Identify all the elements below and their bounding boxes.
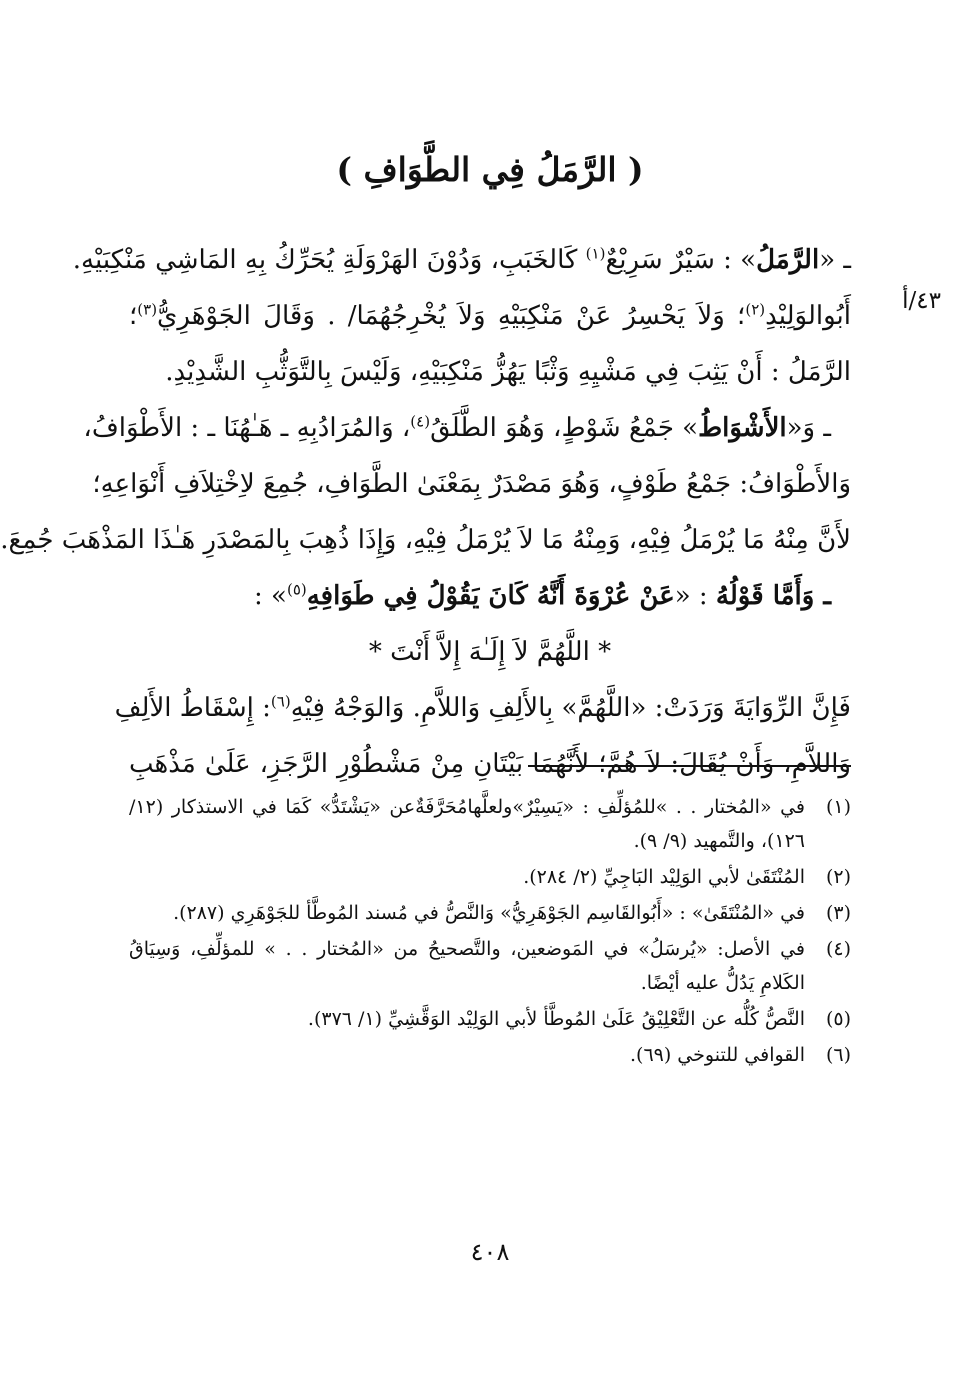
footnotes bbox=[129, 790, 851, 1074]
footnote-ref-1: (١) bbox=[585, 244, 606, 263]
term-ramal: الرَّمَلُ bbox=[756, 245, 820, 275]
text-line-4: ـ وَ«الأَشْوَاطُ» جَمْعُ شَوْطٍ، وَهُوَ الطَّلَقُ$^{(٤)}$، وَالمُرَادُبِهِ ـ هَـٰهُنَا ـ : الأَطْوَافُ، bbox=[83, 412, 831, 443]
verse-line: * اللَّهُمَّ لاَ إِلَـٰهَ إِلاَّ أَنْتَ * bbox=[368, 637, 612, 667]
footnote-ref-2: (٢) bbox=[745, 300, 766, 319]
footnote-ref-3: (٣) bbox=[137, 300, 158, 319]
footnote-5: (٥) النَّصُّ كُلُّه عن التَّعْلِيْقُ عَلَىٰ المُوطَّأ لأبي الوَلِيْد الوَقَّشِيِّ (١/ ٣٧٦). bbox=[307, 1008, 851, 1030]
footnote-ref-5: (٥) bbox=[286, 580, 307, 599]
footnote-3: (٣) في «المُنْتَقَىٰ» : «أَبُوالقَاسِم الجَوْهَرِيُّ» وَالنَّصُّ في مُسند المُوطَّأ للجَوْهَرِي (٢٨٧). bbox=[173, 902, 851, 924]
manuscript-folio-note: ٤٣/أ bbox=[902, 288, 941, 314]
footnote-2: (٢) المُنْتَقَىٰ لأبي الوَلِيْد البَاجِيِّ (٢/ ٢٨٤). bbox=[523, 866, 851, 888]
chapter-title: ( الرَّمَلُ فِي الطَّوَافِ ) bbox=[336, 150, 644, 189]
main-text bbox=[0, 232, 851, 792]
text-line-6: لأَنَّ مِنْهُ مَا يُرْمَلُ فِيْهِ، وَمِنْهُ مَا لاَ يُرْمَلُ فِيْهِ، وَإِذَا ذُهِبَ بِالمَصْدَرِ هَـٰذَا المَذْهَبَ جُمِعَ. bbox=[0, 525, 851, 555]
quoted-hadith: عَنْ عُرْوَةَ أَنَّهُ كَانَ يَقُوْلُ فِي طَوَافِهِ bbox=[306, 581, 675, 611]
footnote-separator bbox=[528, 765, 851, 767]
footnote-6: (٦) القوافي للتنوخي (٦٩). bbox=[629, 1044, 851, 1066]
footnote-1: (١) في «المُختار . . »للمُؤلِّفِ : «يَسِيْرٌ»ولعلَّهامُحَرَّفَةٌعن «يَشْتَدُّ» كَمَا في الاستذكار (١٢/ ١٢٦)، والتَّمهيد (٩/ ٩). bbox=[129, 796, 851, 852]
text-line-10: وَاللاَّمِ، وَأَنْ يُقَالَ: لاَ هُمَّ؛ لأَنَّهُمَا بَيْتَانِ مِنْ مَشْطُوْرِ الرَّجَزِ، عَلَىٰ مَذْهَبِ bbox=[129, 749, 851, 779]
term-ashwat: الأَشْوَاطُ bbox=[698, 413, 787, 443]
footnote-ref-6: (٦) bbox=[270, 692, 291, 711]
text-line-2: أَبُوالوَلِيْدِ$^{(٢)}$؛ وَلاَ يَحْسِرُ عَنْ مَنْكِبَيْهِ وَلاَ يُخْرِجُهُمَا/ . وَقَالَ الجَوْهَرِيُّ$^{(٣)}$؛ bbox=[129, 300, 851, 331]
text-line-1: ـ «الرَّمَلُ» : سَيْرٌ سَرِيْعٌ$^{(١)}$ كَالخَبَبِ، وَدُوْنَ الهَرْوَلَةِ يُحَرِّكُ بِهِ المَاشِي مَنْكِبَيْهِ. bbox=[72, 244, 851, 275]
text-line-3: الرَّمَلُ : أَنْ يَثِبَ فِي مَشْيِهِ وَثْبًا يَهُزُّ مَنْكِبَيْهِ، وَلَيْسَ بِالتَّوَثُّبِ الشَّدِيْدِ. bbox=[165, 357, 851, 387]
footnote-ref-4: (٤) bbox=[410, 412, 431, 431]
text-line-5: وَالأَطْوَافُ: جَمْعُ طَوْفٍ، وَهُوَ مَصْدَرٌ بِمَعْنَىٰ الطَّوَافِ، جُمِعَ لاِخْتِلاَفِ أَنْوَاعِهِ؛ bbox=[92, 469, 851, 499]
text-line-9: فَإِنَّ الرِّوَايَةَ وَرَدَتْ: «اللَّهُمَّ» بِالأَلِفِ وَاللاَّمِ. وَالوَجْهُ فِيْهِ$^{(٦)}$: إِسْقَاطُ الأَلِفِ bbox=[114, 692, 851, 723]
footnote-4: (٤) في الأصل: «يُرسَلُ» في المَوضعين، والتَّصحيحُ من «المُختار . . » للمؤلِّفِ، وَسِيَاقُ الكَلامِ يَدُلُّ عليه أيْضًا. bbox=[129, 938, 851, 994]
page-number: ٤٠٨ bbox=[470, 1238, 510, 1266]
text-line-7: ـ وَأَمَّا قَوْلُهُ : «عَنْ عُرْوَةَ أَنَّهُ كَانَ يَقُوْلُ فِي طَوَافِهِ$^{(٥)}$» : bbox=[254, 580, 831, 611]
